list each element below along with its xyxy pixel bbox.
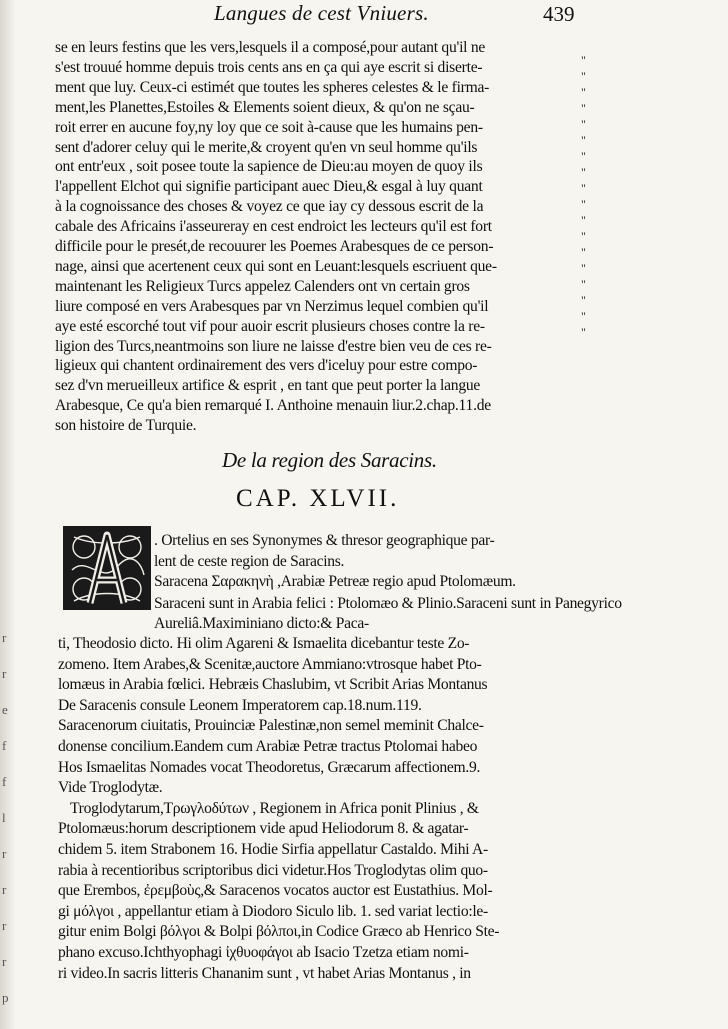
text-line: maintenant les Religieux Turcs appelez Calenders ont vn certain gros <box>55 277 470 295</box>
gutter-fragment: r <box>2 846 7 861</box>
chapter-text-line: gi μόλγοι , appellantur etiam à Diodoro Siculo lib. 1. sed variat lectio:le- <box>58 902 488 920</box>
text-line: nage, ainsi que acertenent ceux qui sont en Leuant:lesquels escriuent que- <box>55 257 497 275</box>
chapter-text-line: Saracenorum ciuitatis, Prouinciæ Palestinæ,non semel meminit Chalce- <box>58 717 484 735</box>
page-gutter-shadow <box>0 0 16 1029</box>
chapter-text-line: De Saracenis consule Leonem Imperatorem cap.18.num.119. <box>58 696 422 714</box>
quote-mark: " <box>581 293 586 307</box>
chapter-text-line: que Erembos, ἐρεμβοὺς,& Saracenos vocatos auctor est Eustathius. Mol- <box>58 882 493 900</box>
text-line: se en leurs festins que les vers,lesquels il a composé,pour autant qu'il ne <box>55 39 486 56</box>
chapter-text-line: . Ortelius en ses Synonymes & thresor geographique par- <box>154 532 495 549</box>
chapter-text-line: Saraceni sunt in Arabia felici : Ptolomæo & Plinio.Saraceni sunt in Panegyrico Aureliâ.Maximiniano dicto:& Paca- <box>154 594 622 633</box>
gutter-fragment: f <box>2 774 7 789</box>
chapter-text-line: chidem 5. item Strabonem 16. Hodie Sirfia appellatur Castaldo. Mihi A- <box>58 841 488 858</box>
chapter-text-line: donense concilium.Eandem cum Arabiæ Petræ tractus Ptolomai habeo <box>58 738 478 755</box>
quote-mark: " <box>581 309 586 323</box>
text-line: son histoire de Turquie. <box>55 417 197 435</box>
marginal-quote-marks <box>581 52 593 340</box>
chapter-text-line: rabia à recentioribus scriptoribus dici videtur.Hos Troglodytas olim quo- <box>58 861 488 879</box>
page-number: 439 <box>543 2 575 26</box>
text-line: ment que luy. Ceux-ci estimét que toutes les spheres celestes & le firma- <box>55 78 490 96</box>
quote-mark: " <box>581 229 586 243</box>
gutter-fragment: r <box>2 918 7 933</box>
quote-mark: " <box>581 117 586 131</box>
chapter-text-line: Troglodytarum,Τρωγλοδύτων , Regionem in Africa ponit Plinius , & <box>70 799 479 817</box>
running-head <box>0 0 728 28</box>
text-line: roit errer en aucune foy,ny loy que ce soit à-cause que les humains pen- <box>55 118 483 136</box>
text-line: sent d'adorer celuy qui le merite,& croyent qu'en vn seul homme qu'ils <box>55 138 478 156</box>
chapter-text-line: ti, Theodosio dicto. Hi olim Agareni & Ismaelita dicebantur teste Zo- <box>58 635 470 652</box>
text-line: Arabesque, Ce qu'a bien remarqué I. Anthoine menauin liur.2.chap.11.de <box>55 397 491 415</box>
gutter-fragment: r <box>2 954 7 969</box>
chapter-text-line: gitur enim Bolgi βόλγοι & Bolpi βόλποι,in Codice Græco ab Henrico Ste- <box>58 923 500 941</box>
quote-mark: " <box>581 53 586 67</box>
text-line: difficile pour le presét,de recouurer les Poemes Arabesques de ce person- <box>55 238 494 255</box>
gutter-fragments <box>2 620 16 1016</box>
quote-mark: " <box>581 149 586 163</box>
chapter-text-line: Hos Ismaelitas Nomades vocat Theodoretus, Græcarum affectionem.9. <box>58 758 481 776</box>
running-head-title: Langues de cest Vniuers. <box>214 1 429 25</box>
text-line: à la cognoissance des choses & voyez ce que iay cy dessous escrit de la <box>55 198 484 216</box>
quote-mark: " <box>581 261 586 275</box>
gutter-fragment: f <box>2 738 7 753</box>
quote-mark: " <box>581 85 586 99</box>
text-line: sez d'vn merueilleux artifice & esprit , en tant que peut porter la langue <box>55 377 481 395</box>
gutter-fragment: l <box>2 810 6 825</box>
chapter-text-line: Ptolomæus:horum descriptionem vide apud Heliodorum 8. & agatar- <box>58 820 469 838</box>
gutter-fragment: r <box>2 630 7 645</box>
quote-mark: " <box>581 245 586 259</box>
gutter-fragment: e <box>2 702 8 717</box>
gutter-fragment: r <box>2 882 7 897</box>
chapter-text-line: lomæus in Arabia fœlici. Hebræis Chaslubim, vt Scribit Arias Montanus <box>58 676 488 694</box>
text-line: cabale des Africains i'asseureray en cest endroict les lecteurs qu'il est fort <box>55 218 492 236</box>
text-line: s'est trouué homme depuis trois cents ans en ça qui aye escrit si diserte- <box>55 58 483 76</box>
chapter-text-line: Saracena Σαρακηνὴ ,Arabiæ Petreæ regio apud Ptolomæum. <box>154 573 516 591</box>
chapter-text-line: Vide Troglodytæ. <box>58 779 163 797</box>
chapter-text-line: phano excuso.Ichthyophagi ἰχθυοφάγοι ab Isacio Tzetza etiam nomi- <box>58 944 469 961</box>
section-heading: De la region des Saracins. <box>222 448 437 472</box>
chapter-text-line: zomeno. Item Arabes,& Scenitæ,auctore Ammiano:vtrosque habet Pto- <box>58 655 482 673</box>
gutter-fragment: p <box>2 990 9 1005</box>
text-line: l'appellent Elchot qui signifie participant auec Dieu,& esgal à luy quant <box>55 178 483 196</box>
quote-mark: " <box>581 213 586 227</box>
text-line: liure composé en vers Arabesques par vn Nerzimus lequel combien qu'il <box>55 297 489 315</box>
quote-mark: " <box>581 181 586 195</box>
text-line: ment,les Planettes,Estoiles & Elements soient dieux, & qu'on ne sçau- <box>55 98 475 116</box>
quote-mark: " <box>581 101 586 115</box>
text-line: ligieux qui chantent ordinairement des vers d'iceluy pour estre compo- <box>55 357 478 375</box>
quote-mark: " <box>581 277 586 291</box>
text-line: aye esté escorché tout vif pour auoir escrit plusieurs choses contre la re- <box>55 317 485 335</box>
quote-mark: " <box>581 197 586 211</box>
quote-mark: " <box>581 133 586 147</box>
chapter-text-line: ri video.In sacris litteris Chananim sunt , vt habet Arias Montanus , in <box>58 964 471 982</box>
chapter-text-line: lent de ceste region de Saracins. <box>154 552 345 570</box>
text-line: ont entr'eux , soit posee toute la sapience de Dieu:au moyen de quoy ils <box>55 158 483 176</box>
ornamental-initial-a-icon <box>62 525 152 611</box>
quote-mark: " <box>581 325 586 339</box>
quote-mark: " <box>581 165 586 179</box>
gutter-fragment: r <box>2 666 7 681</box>
quote-mark: " <box>581 69 586 83</box>
chapter-heading: CAP. XLVII. <box>236 485 400 512</box>
text-line: ligion des Turcs,neantmoins son liure ne laisse d'estre bien veu de ces re- <box>55 337 492 355</box>
